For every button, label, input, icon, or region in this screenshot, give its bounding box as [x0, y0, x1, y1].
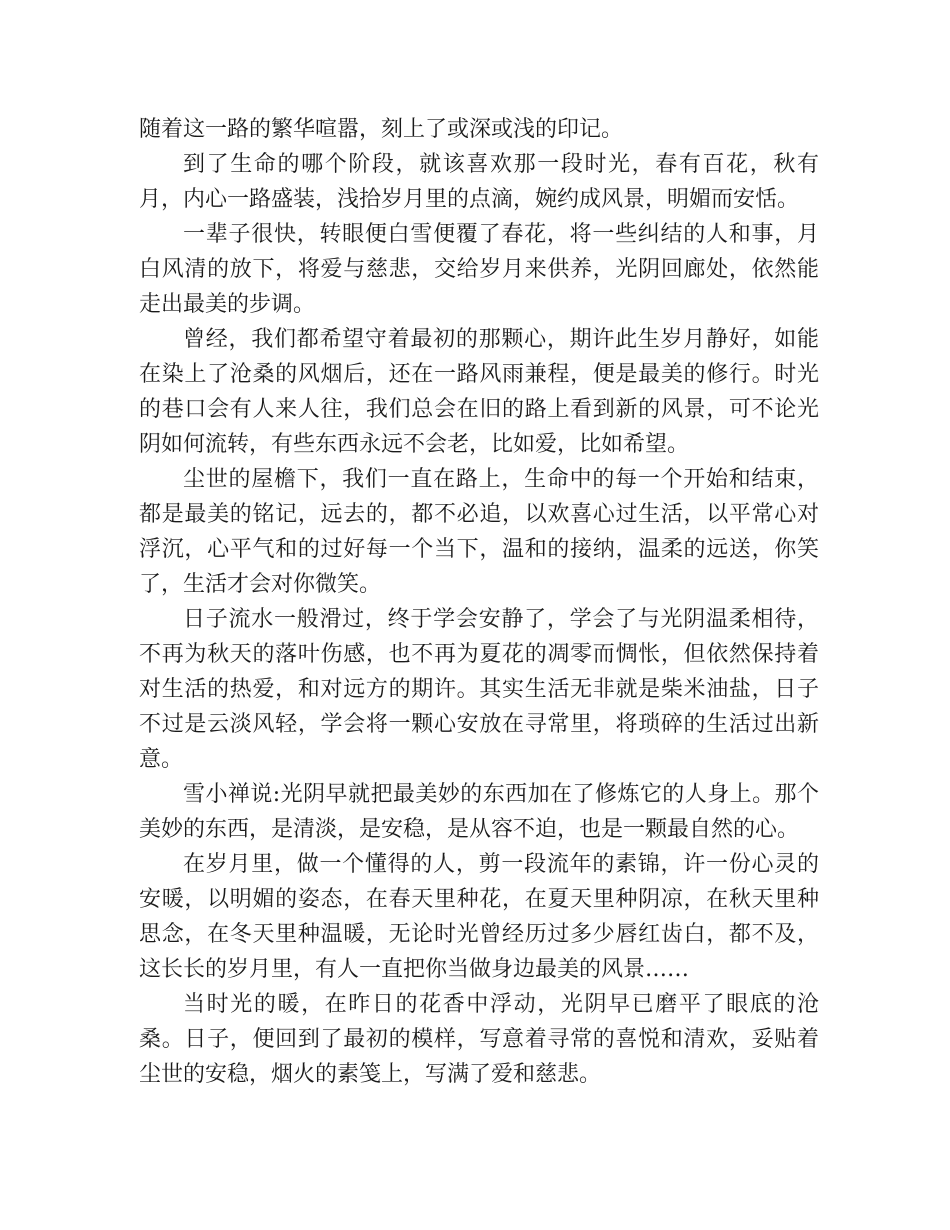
paragraph: 雪小禅说:光阴早就把最美妙的东西加在了修炼它的人身上。那个美妙的东西，是清淡，是安稳，是从容不迫，也是一颗最自然的心。: [139, 782, 819, 842]
paragraph: 尘世的屋檐下，我们一直在路上，生命中的每一个开始和结束，都是最美的铭记，远去的，都不必追，以欢喜心过生活，以平常心对浮沉，心平气和的过好每一个当下，温和的接纳，温柔的远送，你笑了，生活才会对你微笑。: [139, 467, 819, 597]
paragraph: 曾经，我们都希望守着最初的那颗心，期许此生岁月静好，如能在染上了沧桑的风烟后，还在一路风雨兼程，便是最美的修行。时光的巷口会有人来人往，我们总会在旧的路上看到新的风景，可不论光阴如何流转，有些东西永远不会老，比如爱，比如希望。: [139, 327, 819, 457]
paragraph: 在岁月里，做一个懂得的人，剪一段流年的素锦，许一份心灵的安暖，以明媚的姿态，在春天里种花，在夏天里种阴凉，在秋天里种思念，在冬天里种温暖，无论时光曾经历过多少唇红齿白，都不及，这长长的岁月里，有人一直把你当做身边最美的风景……: [139, 852, 819, 982]
paragraph: 到了生命的哪个阶段，就该喜欢那一段时光，春有百花，秋有月，内心一路盛装，浅拾岁月里的点滴，婉约成风景，明媚而安恬。: [139, 152, 819, 212]
document-body: [139, 112, 819, 1092]
paragraph: 当时光的暖，在昨日的花香中浮动，光阴早已磨平了眼底的沧桑。日子，便回到了最初的模样，写意着寻常的喜悦和清欢，妥贴着尘世的安稳，烟火的素笺上，写满了爱和慈悲。: [139, 992, 819, 1087]
paragraph-continued: 随着这一路的繁华喧嚣，刻上了或深或浅的印记。: [139, 117, 624, 142]
paragraph: 一辈子很快，转眼便白雪便覆了春花，将一些纠结的人和事，月白风清的放下，将爱与慈悲，交给岁月来供养，光阴回廊处，依然能走出最美的步调。: [139, 222, 819, 317]
paragraph: 日子流水一般滑过，终于学会安静了，学会了与光阴温柔相待，不再为秋天的落叶伤感，也不再为夏花的凋零而惆怅，但依然保持着对生活的热爱，和对远方的期许。其实生活无非就是柴米油盐，日子不过是云淡风轻，学会将一颗心安放在寻常里，将琐碎的生活过出新意。: [139, 607, 819, 772]
